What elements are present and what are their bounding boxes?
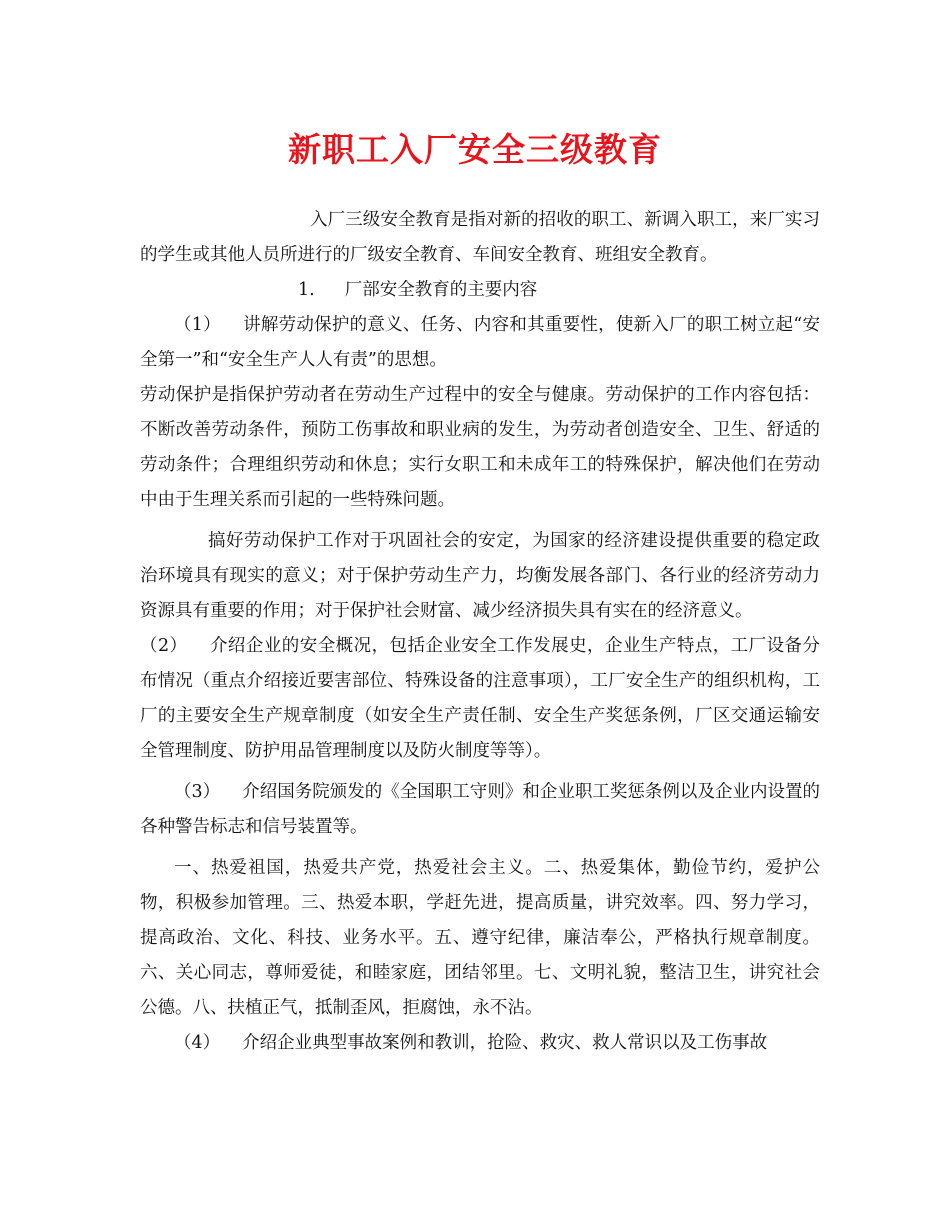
item-1-number: （1） — [174, 315, 221, 335]
section-heading-1 — [140, 273, 820, 308]
item-3-paragraph — [140, 775, 820, 845]
item-2-paragraph — [140, 629, 820, 769]
code-of-conduct-paragraph: 一、热爱祖国，热爱共产党，热爱社会主义。二、热爱集体，勤俭节约，爱护公物，积极参加管理。三、热爱本职，学赶先进，提高质量，讲究效率。四、努力学习，提高政治、文化、科技、业务水平。五、遵守纪律，廉洁奉公，严格执行规章制度。六、关心同志，尊师爱徒，和睦家庭，团结邻里。七、文明礼貌，整洁卫生，讲究社会公德。八、扶植正气，抵制歪风，拒腐蚀，永不沾。 — [140, 858, 820, 1018]
item-4-number: （4） — [174, 1033, 221, 1053]
document-body — [140, 203, 820, 1061]
labor-protection-paragraph: 劳动保护是指保护劳动者在劳动生产过程中的安全与健康。劳动保护的工作内容包括：不断改善劳动条件，预防工伤事故和职业病的发生，为劳动者创造安全、卫生、舒适的劳动条件；合理组织劳动和休息；实行女职工和未成年工的特殊保护，解决他们在劳动中由于生理关系而引起的一些特殊问题。 — [140, 385, 820, 510]
item-3-text: 介绍国务院颁发的《全国职工守则》和企业职工奖惩条例以及企业内设置的各种警告标志和信号装置等。 — [140, 782, 820, 837]
item-1-paragraph — [140, 308, 820, 378]
document-title: 新职工入厂安全三级教育 — [288, 130, 662, 169]
item-1-text: 讲解劳动保护的意义、任务、内容和其重要性，使新入厂的职工树立起“安全第一”和“安全生产人人有责”的思想。 — [140, 315, 820, 370]
item-3-number: （3） — [174, 782, 221, 802]
item-4-paragraph — [140, 1026, 820, 1061]
section-title: 厂部安全教育的主要内容 — [344, 280, 538, 300]
intro-paragraph: 入厂三级安全教育是指对新的招收的职工、新调入职工，来厂实习的学生或其他人员所进行的厂级安全教育、车间安全教育、班组安全教育。 — [140, 210, 820, 265]
significance-paragraph: 搞好劳动保护工作对于巩固社会的安定，为国家的经济建设提供重要的稳定政治环境具有现实的意义；对于保护劳动生产力，均衡发展各部门、各行业的经济劳动力资源具有重要的作用；对于保护社会财富、减少经济损失具有实在的经济意义。 — [140, 531, 820, 621]
item-2-number: （2） — [140, 636, 188, 656]
item-4-text: 介绍企业典型事故案例和教训，抢险、救灾、救人常识以及工伤事故 — [242, 1033, 768, 1053]
item-2-text: 介绍企业的安全概况，包括企业安全工作发展史，企业生产特点，工厂设备分布情况（重点介绍接近要害部位、特殊设备的注意事项），工厂安全生产的组织机构，工厂的主要安全生产规章制度（如安全生产责任制、安全生产奖惩条例，厂区交通运输安全管理制度、防护用品管理制度以及防火制度等等）。 — [140, 636, 821, 761]
section-number: 1. — [298, 280, 315, 300]
